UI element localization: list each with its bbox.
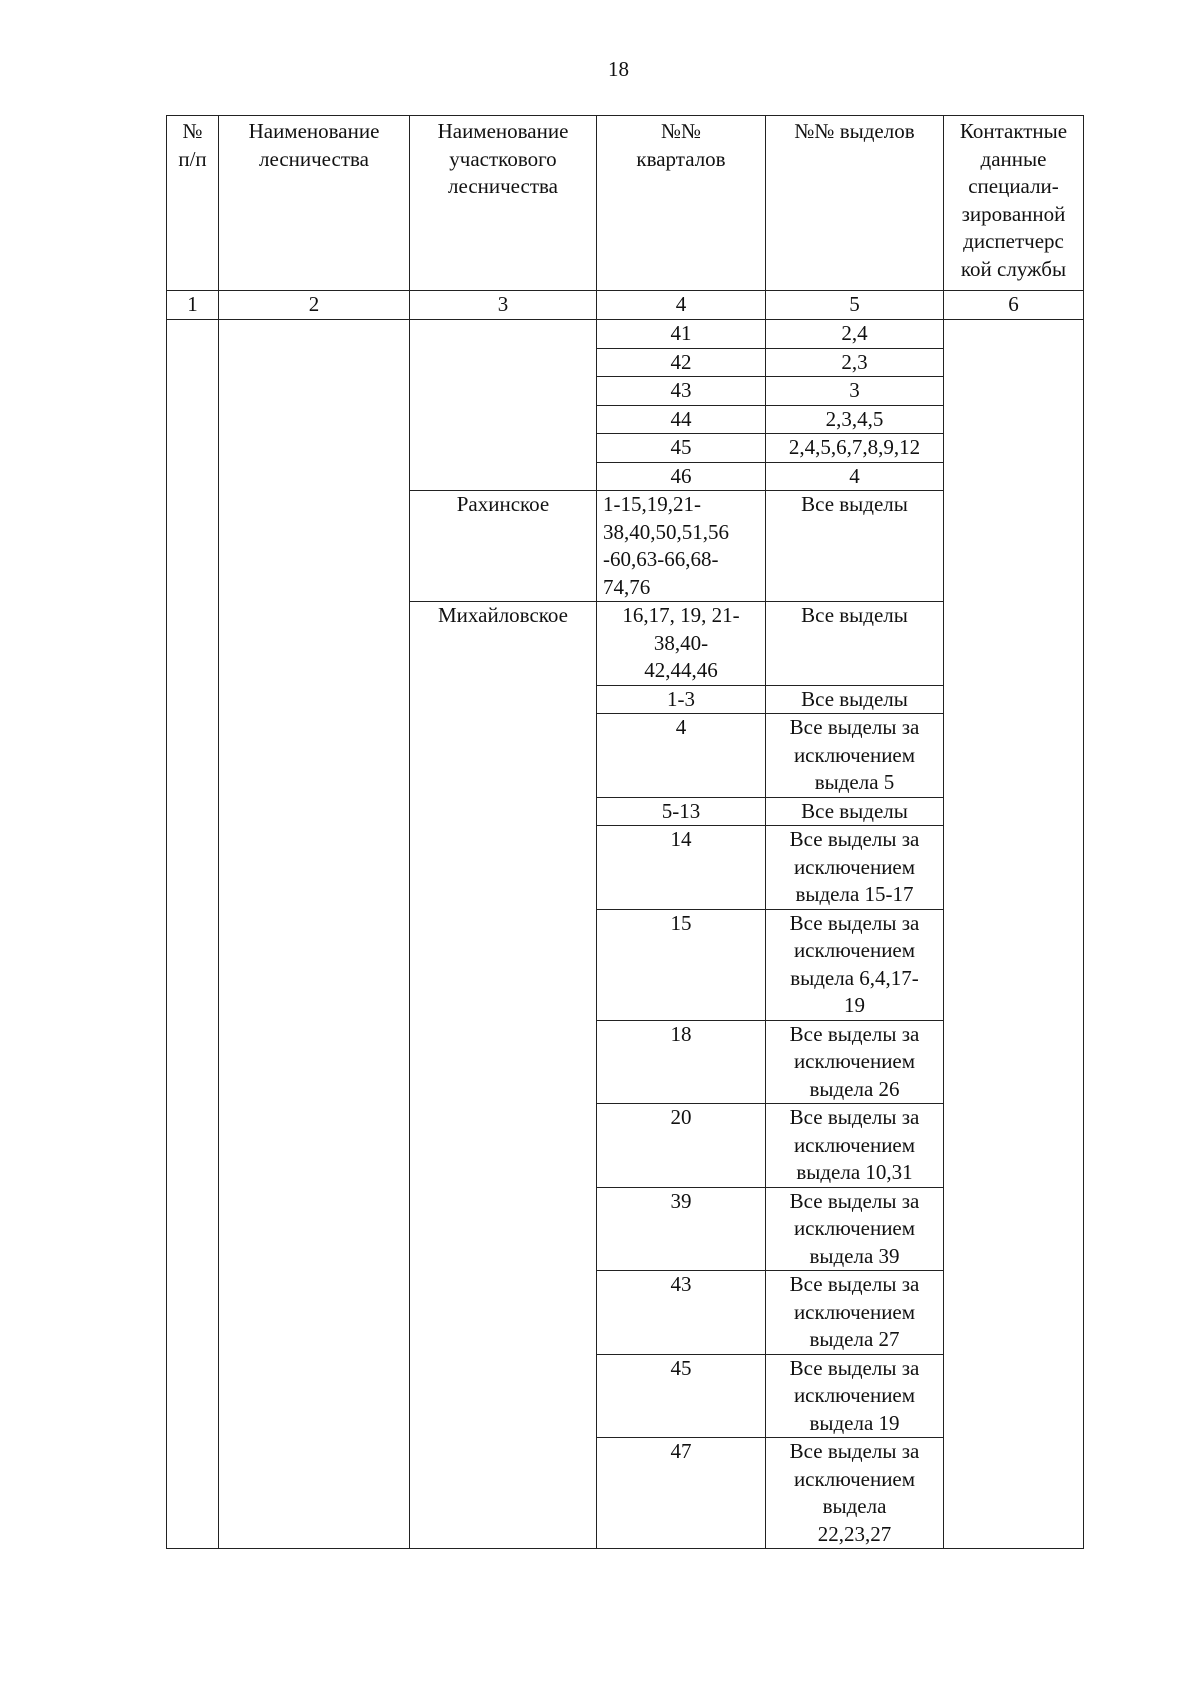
page-number: 18 [608, 57, 629, 81]
header-cell-subcompartments [766, 116, 944, 291]
cell-text-line: выдела 5 [814, 770, 895, 794]
cell-quarters [597, 348, 766, 377]
header-cell-quarters [597, 116, 766, 291]
cell-text-line: Все выделы за [789, 1439, 920, 1463]
cell-text-line: 45 [670, 1355, 692, 1380]
cell-quarters [597, 320, 766, 349]
cell-text-line: 42,44,46 [644, 658, 718, 682]
cell-quarters [597, 602, 766, 686]
cell-text-line: 47 [670, 1439, 692, 1463]
cell-text-line: -60,63-66,68- [603, 547, 719, 571]
cell-text-line: 4 [849, 463, 860, 488]
header-text-line: № [182, 119, 203, 143]
cell-text-line: 18 [670, 1021, 692, 1046]
header-cell-contacts [944, 116, 1084, 291]
cell-text-line: 38,40- [653, 630, 709, 655]
header-text-line: кварталов [636, 146, 726, 171]
cell-text-line: 2,3 [841, 349, 868, 374]
column-number-cell: 2 [219, 291, 410, 320]
cell-text-line: выдела 27 [809, 1327, 900, 1351]
table-row [167, 320, 1084, 349]
cell-text-line: исключением [793, 1132, 916, 1157]
cell-subcompartments [766, 797, 944, 826]
column-number-cell: 5 [766, 291, 944, 320]
cell-subcompartments [766, 714, 944, 798]
cell-text-line: Все выделы [801, 603, 908, 627]
cell-district-forestry: Михайловское [410, 602, 597, 1549]
cell-district-forestry: Рахинское [410, 491, 597, 602]
cell-quarters [597, 1020, 766, 1104]
header-text-line: кой службы [960, 256, 1067, 281]
cell-text-line: Все выделы за [789, 1272, 920, 1296]
cell-subcompartments [766, 320, 944, 349]
cell-subcompartments [766, 1104, 944, 1188]
cell-text-line: 1-15,19,21- [603, 492, 701, 516]
cell-text-line: 2,4 [841, 321, 868, 345]
cell-quarters [597, 1354, 766, 1438]
cell-text-line: 43 [670, 378, 692, 402]
cell-text-line: выдела 39 [809, 1243, 900, 1268]
cell-subcompartments [766, 377, 944, 406]
cell-text-line: 38,40,50,51,56 [603, 519, 729, 544]
cell-subcompartments [766, 348, 944, 377]
cell-text-line: Все выделы за [789, 1188, 920, 1213]
cell-quarters [597, 714, 766, 798]
cell-text-line: 19 [844, 993, 865, 1017]
header-cell-number [167, 116, 219, 291]
cell-subcompartments [766, 826, 944, 910]
cell-text-line: исключением [793, 854, 916, 879]
cell-contacts [944, 320, 1084, 1549]
cell-subcompartments [766, 1438, 944, 1549]
cell-text-line: исключением [793, 1299, 916, 1324]
cell-text-line: выдела 26 [809, 1076, 900, 1101]
cell-number [167, 320, 219, 1549]
cell-text-line: выдела 19 [809, 1410, 900, 1435]
cell-text-line: исключением [793, 938, 916, 962]
cell-subcompartments [766, 405, 944, 434]
column-number-cell: 3 [410, 291, 597, 320]
cell-text-line: выдела 10,31 [796, 1160, 913, 1184]
cell-subcompartments [766, 1354, 944, 1438]
cell-quarters [597, 377, 766, 406]
cell-text-line: 74,76 [603, 574, 651, 599]
column-numbers-row [167, 291, 1084, 320]
cell-quarters [597, 909, 766, 1020]
column-number-cell: 1 [167, 291, 219, 320]
header-text-line: Контактные [959, 119, 1068, 143]
cell-text-line: исключением [793, 1383, 916, 1407]
cell-text-line: 14 [670, 827, 692, 851]
cell-subcompartments [766, 685, 944, 714]
cell-subcompartments [766, 491, 944, 602]
cell-text-line: 20 [670, 1105, 692, 1129]
header-text-line: п/п [178, 146, 207, 171]
cell-text-line: 4 [675, 715, 687, 739]
cell-text-line: 45 [670, 435, 692, 459]
cell-district-forestry [410, 320, 597, 491]
header-text-line: участкового [449, 146, 557, 171]
header-text-line: лесничества [259, 146, 369, 171]
cell-text-line: 46 [670, 463, 692, 488]
header-text-line: Наименование [248, 119, 380, 143]
cell-text-line: 41 [670, 321, 692, 345]
header-text-line: №№ выделов [794, 119, 915, 143]
cell-text-line: Все выделы за [789, 827, 920, 851]
cell-quarters [597, 685, 766, 714]
header-text-line: Наименование [437, 119, 569, 143]
cell-text-line: выдела 15-17 [795, 882, 914, 906]
cell-text-line: 42 [670, 349, 692, 374]
cell-text-line: 1-3 [667, 686, 695, 711]
cell-text-line: Все выделы за [789, 715, 920, 739]
cell-text-line: Все выделы [801, 492, 908, 516]
cell-text-line: 2,4,5,6,7,8,9,12 [788, 435, 921, 459]
header-text-line: зированной [961, 201, 1066, 226]
cell-subcompartments [766, 1271, 944, 1355]
cell-forestry [219, 320, 410, 1549]
cell-text-line: 44 [670, 406, 692, 431]
cell-subcompartments [766, 434, 944, 463]
cell-quarters [597, 1104, 766, 1188]
cell-text-line: 2,3,4,5 [825, 406, 884, 431]
cell-text-line: Все выделы за [789, 1021, 920, 1046]
cell-text-line: 16,17, 19, 21- [622, 603, 740, 627]
header-text-line: диспетчерс [963, 229, 1064, 253]
forest-quarters-table [166, 115, 1084, 1549]
cell-text-line: Все выделы за [789, 1105, 920, 1129]
cell-quarters [597, 491, 766, 602]
cell-text-line: исключением [793, 742, 916, 767]
cell-text-line: Все выделы [801, 686, 908, 711]
table-header-row [167, 116, 1084, 291]
column-number-cell: 4 [597, 291, 766, 320]
cell-text-line: Все выделы за [789, 910, 920, 935]
header-text-line: лесничества [448, 174, 558, 198]
cell-quarters [597, 797, 766, 826]
cell-text-line: 5-13 [661, 798, 701, 823]
header-cell-district-forestry [410, 116, 597, 291]
cell-quarters [597, 826, 766, 910]
cell-text-line: выдела [822, 1494, 887, 1518]
cell-text-line: 3 [849, 378, 860, 402]
cell-text-line: выдела 6,4,17- [790, 965, 919, 990]
header-text-line: №№ [660, 119, 702, 143]
cell-quarters [597, 434, 766, 463]
header-text-line: специали- [968, 174, 1059, 198]
cell-quarters [597, 1187, 766, 1271]
header-text-line: данные [980, 146, 1047, 171]
cell-text-line: 43 [670, 1272, 692, 1296]
cell-text-line: Все выделы за [789, 1355, 920, 1380]
cell-text-line: 22,23,27 [817, 1521, 892, 1546]
cell-text-line: исключением [793, 1466, 916, 1491]
cell-text-line: исключением [793, 1216, 916, 1240]
cell-text-line: 15 [670, 910, 692, 935]
header-cell-forestry [219, 116, 410, 291]
cell-subcompartments [766, 602, 944, 686]
cell-subcompartments [766, 909, 944, 1020]
cell-subcompartments [766, 1020, 944, 1104]
cell-quarters [597, 1271, 766, 1355]
cell-quarters [597, 462, 766, 491]
cell-quarters [597, 405, 766, 434]
cell-text-line: исключением [793, 1049, 916, 1073]
cell-text-line: 39 [670, 1188, 692, 1213]
cell-subcompartments [766, 462, 944, 491]
column-number-cell: 6 [944, 291, 1084, 320]
cell-quarters [597, 1438, 766, 1549]
cell-text-line: Все выделы [801, 798, 908, 823]
cell-subcompartments [766, 1187, 944, 1271]
